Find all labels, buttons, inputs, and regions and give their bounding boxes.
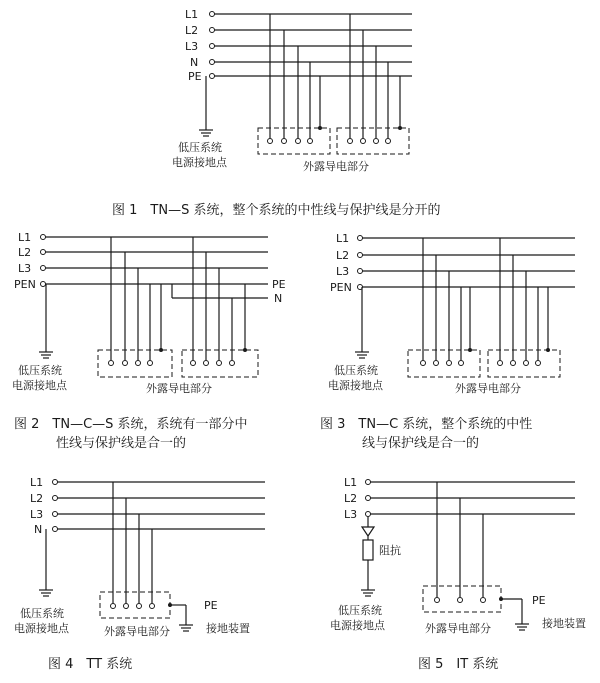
figure-1-tn-s (112, 8, 440, 218)
fig5-terminal (366, 512, 371, 517)
fig4-line-n-label: N (34, 523, 43, 536)
fig1-source-label-1: 低压系统 (178, 141, 222, 154)
fig3-load-terminal (421, 361, 426, 366)
fig4-line-l2-label: L2 (30, 492, 44, 505)
fig3-line-l3-label: L3 (336, 265, 350, 278)
fig1-line-l3-label: L3 (185, 40, 199, 53)
figure-5-it (330, 476, 586, 672)
figure-4-tt (14, 476, 265, 672)
fig3-load-terminal (536, 361, 541, 366)
fig1-load-terminal (282, 139, 287, 144)
fig3-equipment-box-1 (408, 350, 480, 377)
fig3-load-terminal (447, 361, 452, 366)
fig4-terminal (53, 480, 58, 485)
fig2-equipment-label: 外露导电部分 (146, 382, 212, 395)
figure-3-tn-c (320, 232, 575, 451)
fig3-caption-line-1: 图 3 TN—C 系统，整个系统的中性 (320, 417, 533, 432)
fig4-equipment-label: 外露导电部分 (104, 625, 170, 638)
fig5-caption: 图 5 IT 系统 (418, 657, 499, 672)
fig4-line-l3-label: L3 (30, 508, 44, 521)
fig2-load-terminal (123, 361, 128, 366)
fig4-load-terminal (111, 604, 116, 609)
fig3-terminal (358, 253, 363, 258)
fig3-source-label-1: 低压系统 (334, 364, 378, 377)
fig1-terminal (210, 74, 215, 79)
fig1-pe-connection (398, 126, 402, 130)
fig3-pen-connection (546, 348, 550, 352)
fig1-load-terminal (296, 139, 301, 144)
fig3-source-label-2: 电源接地点 (328, 379, 383, 392)
fig5-source-label-1: 低压系统 (338, 604, 382, 617)
fig4-line-l1-label: L1 (30, 476, 44, 489)
fig2-source-label-1: 低压系统 (18, 364, 62, 377)
fig1-load-terminal (268, 139, 273, 144)
fig1-pe-connection (318, 126, 322, 130)
fig5-source-label-2: 电源接地点 (330, 619, 385, 632)
fig1-terminal (210, 44, 215, 49)
fig5-neutral-point-icon (362, 527, 374, 536)
fig4-caption: 图 4 TT 系统 (48, 657, 133, 672)
fig2-load-terminal (230, 361, 235, 366)
fig2-terminal (41, 250, 46, 255)
fig1-terminal (210, 28, 215, 33)
fig5-impedance-icon (363, 540, 373, 560)
fig1-line-l1-label: L1 (185, 8, 199, 21)
fig3-load-terminal (434, 361, 439, 366)
fig4-pe-label: PE (204, 599, 218, 612)
fig1-terminal (210, 60, 215, 65)
fig5-equipment-label: 外露导电部分 (425, 622, 491, 635)
fig1-terminal (210, 12, 215, 17)
fig2-load-terminal (191, 361, 196, 366)
fig2-line-l3-label: L3 (18, 262, 32, 275)
fig2-source-label-2: 电源接地点 (12, 379, 67, 392)
fig5-terminal (366, 480, 371, 485)
fig4-source-label-2: 电源接地点 (14, 622, 69, 635)
fig4-source-label-1: 低压系统 (20, 607, 64, 620)
fig3-caption-line-2: 线与保护线是合一的 (362, 436, 480, 451)
fig5-terminal (366, 496, 371, 501)
fig3-pen-connection (468, 348, 472, 352)
fig1-line-pe-label: PE (188, 70, 202, 83)
fig2-terminal (41, 235, 46, 240)
fig4-terminal (53, 496, 58, 501)
fig2-caption-line-2: 性线与保护线是合一的 (56, 436, 187, 451)
fig2-line-pen-label: PEN (14, 278, 36, 291)
fig4-terminal (53, 527, 58, 532)
fig2-caption-line-1: 图 2 TN—C—S 系统，系统有一部分中 (14, 417, 248, 432)
fig3-terminal (358, 236, 363, 241)
fig3-equipment-label: 外露导电部分 (455, 382, 521, 395)
fig3-line-pen-label: PEN (330, 281, 352, 294)
fig3-load-terminal (524, 361, 529, 366)
fig2-terminal (41, 266, 46, 271)
fig3-line-l1-label: L1 (336, 232, 350, 245)
fig2-line-l2-label: L2 (18, 246, 32, 259)
fig4-load-terminal (150, 604, 155, 609)
fig1-source-label-2: 电源接地点 (172, 156, 227, 169)
fig1-caption: 图 1 TN—S 系统，整个系统的中性线与保护线是分开的 (112, 203, 441, 218)
fig5-line-l3-label: L3 (344, 508, 358, 521)
fig1-load-terminal (374, 139, 379, 144)
fig3-load-terminal (459, 361, 464, 366)
fig3-load-terminal (498, 361, 503, 366)
fig1-load-terminal (386, 139, 391, 144)
fig5-load-terminal (458, 598, 463, 603)
fig2-load-terminal (217, 361, 222, 366)
fig5-pe-label: PE (532, 594, 546, 607)
fig2-pe-label: PE (272, 278, 286, 291)
fig3-load-terminal (511, 361, 516, 366)
figure-2-tn-c-s (12, 231, 286, 451)
fig5-load-terminal (435, 598, 440, 603)
fig2-load-terminal (148, 361, 153, 366)
fig1-equipment-label: 外露导电部分 (303, 160, 369, 173)
fig4-load-terminal (137, 604, 142, 609)
fig1-load-terminal (361, 139, 366, 144)
fig2-load-terminal (204, 361, 209, 366)
fig5-load-terminal (481, 598, 486, 603)
fig3-line-l2-label: L2 (336, 249, 350, 262)
fig1-load-terminal (308, 139, 313, 144)
fig1-line-n-label: N (190, 56, 199, 69)
fig5-ground-device-label: 接地装置 (542, 617, 586, 630)
fig5-line-l1-label: L1 (344, 476, 358, 489)
fig2-n-label: N (274, 292, 283, 305)
fig2-load-terminal (136, 361, 141, 366)
fig4-terminal (53, 512, 58, 517)
fig2-pe-connection (243, 348, 247, 352)
fig2-line-l1-label: L1 (18, 231, 32, 244)
fig2-terminal (41, 282, 46, 287)
fig2-pe-connection (159, 348, 163, 352)
fig1-line-l2-label: L2 (185, 24, 199, 37)
fig4-load-terminal (124, 604, 129, 609)
fig4-ground-device-label: 接地装置 (206, 622, 250, 635)
fig5-line-l2-label: L2 (344, 492, 358, 505)
fig5-impedance-label: 阻抗 (379, 544, 401, 557)
fig3-terminal (358, 269, 363, 274)
fig1-load-terminal (348, 139, 353, 144)
fig2-load-terminal (109, 361, 114, 366)
